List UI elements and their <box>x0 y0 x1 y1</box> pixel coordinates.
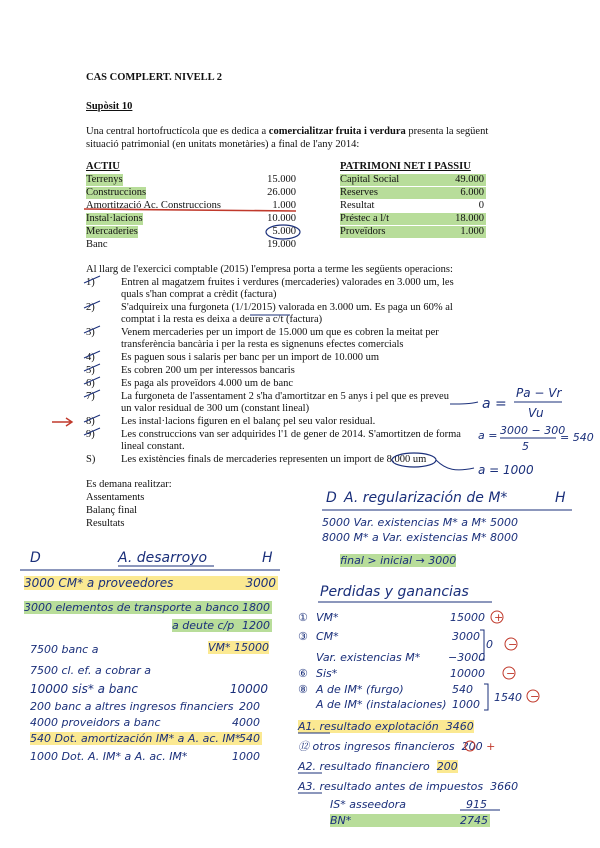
pyg-row-4-label: Sis* <box>316 667 338 680</box>
des-entry-8-text: 4000 proveidors a banc <box>30 716 161 729</box>
op-6-line-1: Es paga als proveïdors 4.000 um de banc <box>121 378 294 389</box>
red-underline <box>84 209 296 211</box>
actiu-value-construccions: 26.000 <box>267 187 296 198</box>
pyg-title: Perdidas y ganancias <box>320 584 469 600</box>
des-title: A. desarroyo <box>118 550 208 566</box>
formula-calc-num: 3000 − 300 <box>500 424 566 437</box>
pyg-row-1-sign: + <box>494 611 504 624</box>
formula-calc-result: = 540 <box>560 431 594 444</box>
passiu-value-proveidors: 1.000 <box>460 226 484 237</box>
reg-header-h: H <box>555 490 566 506</box>
arrow-to-a <box>436 460 474 470</box>
op-check-marks <box>84 276 100 435</box>
op-num-3: 3) <box>86 327 95 338</box>
op-8-line-1: Les instal·lacions figuren en el balanç pel seu valor residual. <box>121 416 376 427</box>
op-9-line-1: Les construccions van ser adquirides l'1 de gener de 2014. S'amortitzen de forma <box>121 429 461 440</box>
des-header-d: D <box>30 550 41 566</box>
pyg-row-5-label: A de IM* (furgo) <box>316 683 404 696</box>
pyg-row-4-value: 10000 <box>450 667 485 680</box>
intro-before: Una central hortofructícola que es dedica a <box>86 126 269 137</box>
des-entry-10-text: 1000 Dot. A. IM* a A. ac. IM* <box>30 750 188 763</box>
pyg-a2-label: A2. resultado financiero <box>298 760 430 773</box>
pyg-amort-sign: − <box>530 690 540 703</box>
des-entry-3-text: a deute c/p <box>172 619 235 632</box>
bracket-cm <box>480 630 484 660</box>
formula-numerator: Pa − Vr <box>516 386 562 400</box>
sign-circle-2 <box>505 638 517 650</box>
doc-title: CAS COMPLERT. NIVELL 2 <box>86 72 222 83</box>
op-num-2: 2) <box>86 302 95 313</box>
intro-line-2: situació patrimonial (en unitats monetàries) a final de l'any 2014: <box>86 139 360 150</box>
formula-a-eq: a = <box>482 396 507 412</box>
actiu-header: ACTIU <box>86 161 120 172</box>
op-num-9: 9) <box>86 429 95 440</box>
op-3-line-1: Venem mercaderies per un import de 15.000 um que es cobren la meitat per <box>121 327 439 338</box>
pyg-row-4-sign: − <box>506 667 516 680</box>
op-2-line-2: comptat i la resta es deixa a deure a c/t (factura) <box>121 314 323 325</box>
formula-denominator: Vu <box>528 406 544 420</box>
bracket-amort <box>484 684 488 710</box>
des-entry-3-amount: 1200 <box>242 619 270 632</box>
op-5-line-1: Es cobren 200 um per interessos bancaris <box>121 365 295 376</box>
pyg-a1-label: A1. resultado explotación <box>298 720 439 733</box>
demana-item-3: Resultats <box>86 518 125 529</box>
pyg-row-3-label: Var. existencias M* <box>316 651 421 664</box>
reg-line-1: 5000 Var. existencias M* a M* 5000 <box>322 516 518 529</box>
actiu-value-mercaderies: 5.000 <box>272 226 296 237</box>
des-entry-9-text: 540 Dot. amortización IM* a A. ac. IM* <box>30 732 241 745</box>
intro-bold: comercialitzar fruita i verdura <box>268 126 406 137</box>
des-entry-8-amount: 4000 <box>232 716 260 729</box>
pyg-is-label: IS* asseedora <box>330 798 406 811</box>
actiu-label-mercaderies: Mercaderies <box>86 226 138 237</box>
des-entry-6-text: 10000 sis* a banc <box>30 682 138 696</box>
sign-circle-12 <box>465 741 475 751</box>
pyg-row-5-num: ⑧ <box>298 683 308 696</box>
pyg-is-value: 915 <box>466 798 487 811</box>
pyg-bn-value: 2745 <box>460 814 488 827</box>
sign-circle-4 <box>503 667 515 679</box>
passiu-value-resultat: 0 <box>478 200 484 211</box>
op-3-line-2: transferència bancària i per la resta es signenuns efectes comercials <box>121 339 404 350</box>
op-num-6: 6) <box>86 378 95 389</box>
actiu-label-installacions: Instal·lacions <box>86 213 143 224</box>
actiu-label-banc: Banc <box>86 239 108 250</box>
reg-final: final > inicial → 3000 <box>340 554 457 567</box>
actiu-value-amortitzacio: 1.000 <box>272 200 296 211</box>
circle-existencies <box>392 453 436 467</box>
des-entry-4-text: 7500 banc a <box>30 643 99 656</box>
op-num-1: 1) <box>86 277 95 288</box>
pyg-row-2-num: ③ <box>298 630 308 643</box>
pyg-row-1-num: ① <box>298 611 308 624</box>
des-header-h: H <box>262 550 273 566</box>
reg-header-d: D <box>326 490 337 506</box>
op-s-line-1: Les existències finals de mercaderies representen un import de 8.000 um <box>121 454 427 465</box>
intro-after: presenta la següent <box>405 126 489 137</box>
actiu-label-terrenys: Terrenys <box>86 174 123 185</box>
pyg-r12-sign: + <box>486 740 496 753</box>
actiu-value-terrenys: 15.000 <box>267 174 296 185</box>
passiu-value-reserves: 6.000 <box>460 187 484 198</box>
des-entry-5-text: 7500 cl. ef. a cobrar a <box>30 664 152 677</box>
des-entry-1-amount: 3000 <box>245 576 276 590</box>
op-1-line-2: quals s'han comprat a crèdit (factura) <box>121 289 277 300</box>
circle-mercaderies <box>266 225 300 239</box>
reg-line-2: 8000 M* a Var. existencias M* 8000 <box>322 531 518 544</box>
formula-calc-den: 5 <box>522 440 529 453</box>
arrow-to-formula <box>450 402 478 404</box>
operacions-intro: Al llarg de l'exercici comptable (2015) l'empresa porta a terme les següents operacions: <box>86 264 453 275</box>
des-entry-6-amount: 10000 <box>229 682 268 696</box>
demana-item-1: Assentaments <box>86 492 145 503</box>
op-9-line-2: lineal constant. <box>121 441 185 452</box>
passiu-label-prestec: Préstec a l/t <box>340 213 389 224</box>
passiu-header: PATRIMONI NET I PASSIU <box>340 161 471 172</box>
actiu-value-banc: 19.000 <box>267 239 296 250</box>
demana-intro: Es demana realitzar: <box>86 479 172 490</box>
pyg-row-1-value: 15000 <box>450 611 485 624</box>
pyg-a1-value: 3460 <box>445 720 474 733</box>
op-4-line-1: Es paguen sous i salaris per banc per un import de 10.000 um <box>121 352 380 363</box>
pyg-row-5-value: 540 <box>452 683 473 696</box>
op-7-line-2: un valor residual de 300 um (constant lineal) <box>121 403 310 414</box>
sign-circle-amort <box>527 690 539 702</box>
des-entry-1-text: 3000 CM* a proveedores <box>24 576 174 590</box>
pyg-a2-value: 200 <box>436 760 458 773</box>
pyg-row-2-label: CM* <box>316 630 339 643</box>
op-7-line-1: La furgoneta de l'assentament 2 s'ha d'amortitzar en 5 anys i pel que es preveu <box>121 391 449 402</box>
sign-circle-1 <box>491 611 503 623</box>
des-entry-7-text: 200 banc a altres ingresos financiers <box>30 700 234 713</box>
pyg-row-2-sign: − <box>508 638 518 651</box>
pyg-row-6-value: 1000 <box>452 698 480 711</box>
passiu-value-prestec: 18.000 <box>455 213 484 224</box>
pyg-r12-num: ⑫ <box>298 740 309 753</box>
pyg-a3-value: 3660 <box>490 780 519 793</box>
pyg-row-3-sign: 0 <box>486 638 493 651</box>
des-entry-7-amount: 200 <box>239 700 260 713</box>
pyg-r12-label: otros ingresos financieros <box>312 740 455 753</box>
suposit-label: Supòsit 10 <box>86 101 133 112</box>
des-entry-10-amount: 1000 <box>232 750 260 763</box>
op-2-line-1: S'adquireix una furgoneta (1/1/2015) valorada en 3.000 um. Es paga un 60% al <box>121 302 453 313</box>
formula-a-1000: a = 1000 <box>478 463 534 477</box>
red-arrow-icon <box>52 418 72 426</box>
passiu-value-capital: 49.000 <box>455 174 484 185</box>
formula-calc-a-eq: a = <box>478 429 498 442</box>
demana-item-2: Balanç final <box>86 505 138 516</box>
reg-title: A. regularización de M* <box>344 490 508 506</box>
pyg-row-1-label: VM* <box>316 611 339 624</box>
passiu-label-reserves: Reserves <box>340 187 378 198</box>
pyg-r12-value: 200 <box>461 740 483 753</box>
passiu-label-resultat: Resultat <box>340 200 375 211</box>
passiu-label-capital: Capital Social <box>340 174 400 185</box>
op-num-8: 8) <box>86 416 95 427</box>
des-entry-9-amount: 540 <box>239 732 260 745</box>
pyg-row-2-value: 3000 <box>452 630 480 643</box>
pyg-amort-total: 1540 <box>494 691 522 704</box>
pyg-row-4-num: ⑥ <box>298 667 308 680</box>
actiu-label-amortitzacio: Amortització Ac. Construccions <box>86 200 222 211</box>
des-entry-4-amount: VM* 15000 <box>208 641 270 654</box>
actiu-label-construccions: Construccions <box>86 187 147 198</box>
des-entry-2-amount: 1800 <box>242 601 270 614</box>
pyg-row-3-value: −3000 <box>448 651 486 664</box>
op-num-5: 5) <box>86 365 95 376</box>
pyg-row-6-label: A de IM* (instalaciones) <box>316 698 447 711</box>
op-num-7: 7) <box>86 391 95 402</box>
op-num-4: 4) <box>86 352 95 363</box>
pyg-a3-label: A3. resultado antes de impuestos <box>298 780 484 793</box>
des-entry-2-text: 3000 elementos de transporte a banco <box>24 601 239 614</box>
actiu-value-installacions: 10.000 <box>267 213 296 224</box>
op-1-line-1: Entren al magatzem fruites i verdures (mercaderies) valorades en 3.000 um, les <box>121 277 454 288</box>
op-num-s: S) <box>86 454 96 465</box>
passiu-label-proveidors: Proveïdors <box>340 226 386 237</box>
pyg-bn-label: BN* <box>330 814 352 827</box>
